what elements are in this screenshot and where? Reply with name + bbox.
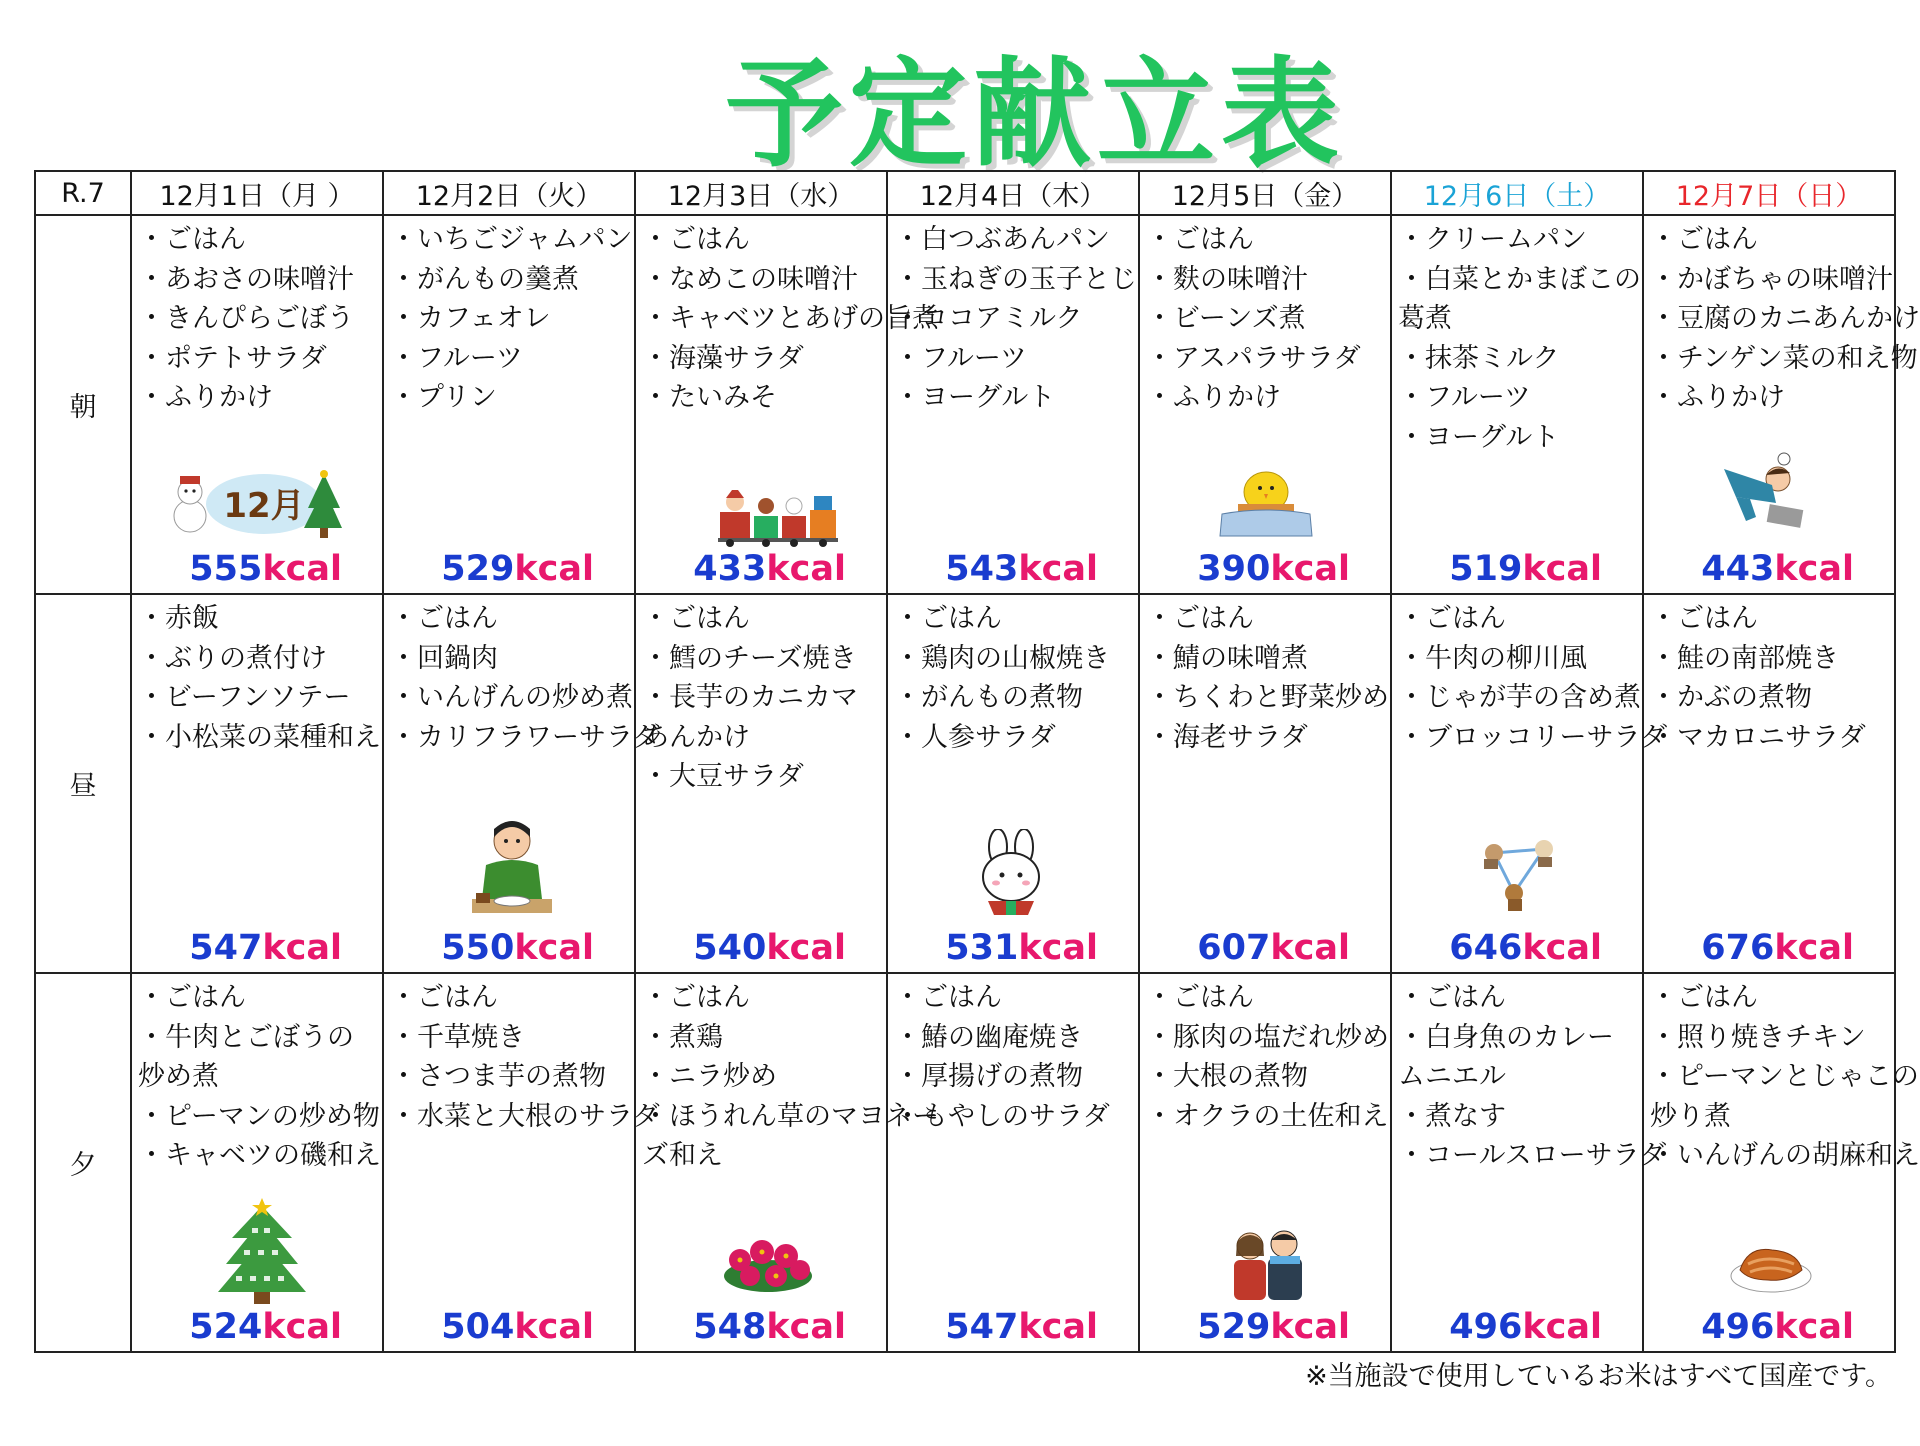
calorie-value: 529 [1197, 1307, 1271, 1347]
dish-item: ・かぶの煮物 [1650, 682, 1812, 713]
calorie-total [1197, 928, 1350, 968]
dish-item: ・ごはん [1146, 603, 1254, 634]
calorie-total [693, 549, 846, 589]
calorie-total [1701, 928, 1854, 968]
calorie-value: 547 [945, 1307, 1019, 1347]
calorie-total [441, 549, 594, 589]
advent-tree-illustration [212, 1198, 312, 1310]
calorie-unit: kcal [766, 549, 846, 589]
dish-item: ・水菜と大根のサラダ [390, 1100, 660, 1132]
calorie-value: 443 [1701, 549, 1775, 589]
dish-item: ・厚揚げの煮物 [894, 1061, 1083, 1092]
christmas-train-illustration [718, 490, 838, 552]
calorie-value: 529 [441, 549, 515, 589]
dish-item: ・いんげんの炒め煮 [390, 682, 633, 713]
menu-cell [1391, 215, 1643, 594]
dish-item: ・フルーツ [894, 342, 1027, 374]
dish-item: ・ごはん [642, 982, 750, 1013]
dish-item: ・豆腐のカニあんかけ [1650, 303, 1920, 334]
dish-list [132, 216, 382, 418]
menu-cell [887, 594, 1139, 973]
calorie-value: 496 [1449, 1307, 1523, 1347]
calorie-total [1701, 1307, 1854, 1347]
calorie-unit: kcal [262, 1307, 342, 1347]
day-header-2: 12月2日（火） [383, 171, 635, 215]
dish-list [1392, 595, 1668, 757]
dish-list [1392, 974, 1667, 1176]
calorie-unit: kcal [1522, 549, 1602, 589]
dish-item: ・ごはん [390, 982, 498, 1013]
menu-cell [131, 215, 383, 594]
dish-item: ・牛肉の柳川風 [1398, 642, 1587, 674]
calorie-value: 547 [189, 928, 263, 968]
dish-item: ・白身魚のカレー [1398, 1021, 1614, 1053]
calorie-total [189, 549, 342, 589]
calorie-total [1449, 549, 1602, 589]
footnote: ※当施設で使用しているお米はすべて国産です。 [1305, 1361, 1892, 1392]
dish-item: ・いんげんの胡麻和え [1650, 1140, 1920, 1171]
dish-item: ・ヨーグルト [894, 382, 1056, 413]
dish-list [636, 974, 939, 1176]
dish-item: ・ふりかけ [1650, 382, 1785, 413]
dish-item: ・コールスローサラダ [1398, 1140, 1667, 1171]
dish-item: ・人参サラダ [894, 721, 1056, 753]
menu-cell [1139, 215, 1391, 594]
dish-item: ・白つぶあんパン [894, 224, 1110, 255]
dish-item: ・ごはん [1650, 982, 1758, 1013]
dish-item: ・玉ねぎの玉子とじ [894, 263, 1137, 295]
calorie-unit: kcal [1270, 928, 1350, 968]
dish-item: ・ちくわと野菜炒め [1146, 682, 1389, 713]
dish-item: ・ビーフンソテー [138, 682, 351, 713]
calorie-value: 676 [1701, 928, 1775, 968]
calorie-unit: kcal [1270, 1307, 1350, 1347]
calorie-unit: kcal [1270, 549, 1350, 589]
dish-item: ・がんもの煮物 [894, 682, 1083, 713]
dish-item: ・キャベツの磯和え [138, 1140, 381, 1171]
calorie-value: 524 [189, 1307, 263, 1347]
dish-item: ・小松菜の菜種和え [138, 721, 381, 753]
menu-cell [383, 215, 635, 594]
dish-item: ・鮭の南部焼き [1650, 642, 1839, 674]
dish-item: ・ごはん [1398, 603, 1506, 634]
dish-item: ・ごはん [390, 603, 498, 634]
menu-cell [1643, 973, 1920, 1352]
calorie-value: 550 [441, 928, 515, 968]
dish-item: 葛煮 [1398, 303, 1452, 334]
dish-item: ・ごはん [894, 982, 1002, 1013]
dish-list [1644, 974, 1920, 1176]
calorie-unit: kcal [1774, 1307, 1854, 1347]
menu-cell [635, 594, 887, 973]
day-header-7: 12月7日（日） [1643, 171, 1895, 215]
dish-list [132, 595, 382, 757]
menu-cell [887, 973, 1139, 1352]
calorie-unit: kcal [514, 928, 594, 968]
menu-cell [131, 973, 383, 1352]
calorie-unit: kcal [1522, 928, 1602, 968]
dish-item: ・鰆の幽庵焼き [894, 1021, 1083, 1053]
dish-item: ・もやしのサラダ [894, 1100, 1110, 1132]
poinsettia-illustration [720, 1230, 816, 1300]
dish-item: ・マカロニサラダ [1650, 721, 1866, 753]
dish-list [1140, 595, 1390, 757]
calorie-unit: kcal [1018, 928, 1098, 968]
chick-kotatsu-illustration [1216, 466, 1316, 544]
dish-item: ・あおさの味噌汁 [138, 263, 354, 295]
dish-item: ・煮なす [1398, 1100, 1506, 1132]
dish-item: ・ごはん [1146, 982, 1254, 1013]
dish-item: ・カリフラワーサラダ [390, 721, 660, 753]
dish-item: ・ごはん [138, 982, 246, 1013]
meal-label: 朝 [35, 215, 131, 594]
calorie-value: 540 [693, 928, 767, 968]
dish-item: ・チンゲン菜の和え物 [1650, 342, 1918, 374]
calorie-value: 555 [189, 549, 263, 589]
dish-item: ・大根の煮物 [1146, 1061, 1308, 1092]
calorie-unit: kcal [514, 1307, 594, 1347]
dish-item: ・かぼちゃの味噌汁 [1650, 263, 1893, 295]
day-header-3: 12月3日（水） [635, 171, 887, 215]
dish-item: ・鱈のチーズ焼き [642, 642, 857, 674]
dish-item: ・豚肉の塩だれ炒め [1146, 1021, 1389, 1053]
menu-cell [1643, 215, 1920, 594]
menu-cell [383, 594, 660, 973]
meal-row [35, 594, 1895, 973]
menu-cell [1391, 973, 1667, 1352]
dish-item: ・なめこの味噌汁 [642, 263, 858, 295]
dish-list [888, 595, 1138, 757]
meal-label: 夕 [35, 973, 131, 1352]
person-cleaning-floor-illustration [1716, 451, 1816, 541]
dish-item: ・さつま芋の煮物 [390, 1061, 606, 1092]
dish-item: ・ごはん [1650, 224, 1758, 255]
dish-list [888, 216, 1138, 418]
dish-item: ・抹茶ミルク [1398, 342, 1560, 374]
dish-item: ・牛肉とごぼうの [138, 1021, 354, 1053]
calorie-total [1449, 928, 1602, 968]
dish-item: ・赤飯 [138, 603, 219, 634]
dish-list [384, 974, 660, 1136]
calorie-value: 504 [441, 1307, 515, 1347]
dish-item: ・アスパラサラダ [1146, 342, 1361, 374]
dish-item: ・がんもの羹煮 [390, 263, 579, 295]
dish-item: ・大豆サラダ [642, 761, 804, 792]
dish-item: ・いちごジャムパン [390, 224, 633, 255]
dish-item: ・麩の味噌汁 [1146, 263, 1308, 295]
dish-list [1140, 974, 1390, 1136]
dish-item: ・ごはん [894, 603, 1002, 634]
menu-cell [1139, 594, 1391, 973]
calorie-unit: kcal [1018, 549, 1098, 589]
boy-eating-illustration [466, 817, 556, 925]
dish-item: ・千草焼き [390, 1021, 525, 1053]
calorie-total [693, 928, 846, 968]
dish-item: ズ和え [642, 1140, 723, 1171]
header-row [35, 171, 1895, 215]
calorie-value: 496 [1701, 1307, 1775, 1347]
dish-item: ・ブロッコリーサラダ [1398, 721, 1668, 753]
meal-row [35, 973, 1895, 1352]
dish-list [888, 974, 1138, 1136]
dish-list [636, 595, 886, 797]
calorie-unit: kcal [514, 549, 594, 589]
calorie-unit: kcal [1774, 928, 1854, 968]
dish-item: ムニエル [1398, 1061, 1506, 1092]
dish-item: ・海藻サラダ [642, 342, 804, 374]
calorie-total [945, 1307, 1098, 1347]
page-title: 予定献立表 [724, 45, 1345, 183]
calorie-total [441, 1307, 594, 1347]
menu-cell [1139, 973, 1391, 1352]
calorie-value: 543 [945, 549, 1019, 589]
dogs-triangle-illustration [1474, 833, 1564, 921]
dish-list [1140, 216, 1390, 418]
menu-table [34, 170, 1920, 1353]
dish-item: ・プリン [390, 382, 497, 413]
menu-cell [635, 215, 939, 594]
dish-item: ・ほうれん草のマヨネー [642, 1100, 939, 1132]
calorie-value: 548 [693, 1307, 767, 1347]
dish-item: ・回鍋肉 [390, 642, 498, 674]
dish-list [384, 595, 660, 757]
dish-item: ・クリームパン [1398, 224, 1587, 255]
dish-item: ・ふりかけ [138, 382, 273, 413]
roast-chicken-illustration [1728, 1236, 1814, 1300]
menu-cell [887, 215, 1139, 594]
dish-list [636, 216, 939, 418]
calorie-unit: kcal [766, 928, 846, 968]
dish-item: ・じゃが芋の含め煮 [1398, 682, 1641, 713]
calorie-value: 519 [1449, 549, 1523, 589]
dish-item: ・ポテトサラダ [138, 342, 327, 374]
calorie-unit: kcal [1018, 1307, 1098, 1347]
day-header-4: 12月4日（木） [887, 171, 1139, 215]
winter-couple-illustration [1224, 1226, 1310, 1306]
calorie-total [693, 1307, 846, 1347]
menu-cell [1643, 594, 1895, 973]
calorie-unit: kcal [262, 549, 342, 589]
dish-list [132, 974, 382, 1176]
dish-item: ・白菜とかまぼこの [1398, 263, 1641, 295]
dish-item: ・ビーンズ煮 [1146, 303, 1306, 334]
svg-text:12月: 12月 [223, 486, 305, 526]
dish-list [1392, 216, 1642, 457]
dish-item: ・フルーツ [390, 342, 523, 374]
dish-item: ・ごはん [1146, 224, 1254, 255]
dish-item: ・きんぴらごぼう [138, 303, 354, 334]
dish-item: ・ピーマンの炒め物 [138, 1100, 380, 1132]
calorie-total [1701, 549, 1854, 589]
day-header-1: 12月1日（月 ） [131, 171, 383, 215]
dish-item: ・ピーマンとじゃこの [1650, 1061, 1919, 1092]
dish-item: ・ごはん [138, 224, 246, 255]
calorie-total [441, 928, 594, 968]
meal-label: 昼 [35, 594, 131, 973]
calorie-unit: kcal [262, 928, 342, 968]
calorie-unit: kcal [1522, 1307, 1602, 1347]
calorie-total [945, 928, 1098, 968]
calorie-total [1449, 1307, 1602, 1347]
dish-item: 炒り煮 [1650, 1100, 1731, 1132]
menu-cell [1391, 594, 1668, 973]
dish-item: あんかけ [642, 721, 750, 753]
dish-list [1644, 595, 1894, 757]
calorie-total [189, 928, 342, 968]
dish-item: ・ごはん [1650, 603, 1758, 634]
dish-item: ・ごはん [642, 224, 750, 255]
dish-item: ・ぶりの煮付け [138, 642, 327, 674]
dish-item: ・鯖の味噌煮 [1146, 642, 1308, 674]
dish-item: ・煮鶏 [642, 1021, 723, 1053]
dish-item: ・ニラ炒め [642, 1061, 777, 1092]
dish-item: 炒め煮 [138, 1061, 219, 1092]
day-header-6: 12月6日（土） [1391, 171, 1643, 215]
dish-item: ・ごはん [1398, 982, 1506, 1013]
day-header-5: 12月5日（金） [1139, 171, 1391, 215]
dish-item: ・ココアミルク [894, 303, 1083, 334]
calorie-unit: kcal [1774, 549, 1854, 589]
dish-item: ・海老サラダ [1146, 721, 1308, 753]
menu-cell [131, 594, 383, 973]
dish-item: ・フルーツ [1398, 382, 1531, 413]
calorie-value: 607 [1197, 928, 1271, 968]
calorie-value: 646 [1449, 928, 1523, 968]
dish-item: ・鶏肉の山椒焼き [894, 642, 1110, 674]
menu-cell [383, 973, 660, 1352]
dish-list [1644, 216, 1920, 418]
calorie-total [189, 1307, 342, 1347]
dish-item: ・ヨーグルト [1398, 421, 1560, 453]
calorie-unit: kcal [766, 1307, 846, 1347]
dish-item: ・カフェオレ [390, 303, 551, 334]
meal-row [35, 215, 1895, 594]
menu-cell [635, 973, 939, 1352]
dish-item: ・照り焼きチキン [1650, 1021, 1866, 1053]
calorie-value: 433 [693, 549, 767, 589]
year-label: R.7 [35, 171, 131, 215]
calorie-value: 531 [945, 928, 1019, 968]
dish-item: ・ふりかけ [1146, 382, 1281, 413]
dish-item: ・キャベツとあげの旨煮 [642, 303, 939, 334]
dish-list [384, 216, 634, 418]
dish-item: ・たいみそ [642, 382, 777, 413]
calorie-total [1197, 549, 1350, 589]
calorie-value: 390 [1197, 549, 1271, 589]
calorie-total [945, 549, 1098, 589]
dish-item: ・長芋のカニカマ [642, 682, 858, 713]
rabbit-illustration [976, 829, 1046, 921]
snowman-december-tree-illustration [172, 468, 342, 544]
calorie-total [1197, 1307, 1350, 1347]
dish-item: ・オクラの土佐和え [1146, 1100, 1389, 1132]
dish-item: ・ごはん [642, 603, 750, 634]
